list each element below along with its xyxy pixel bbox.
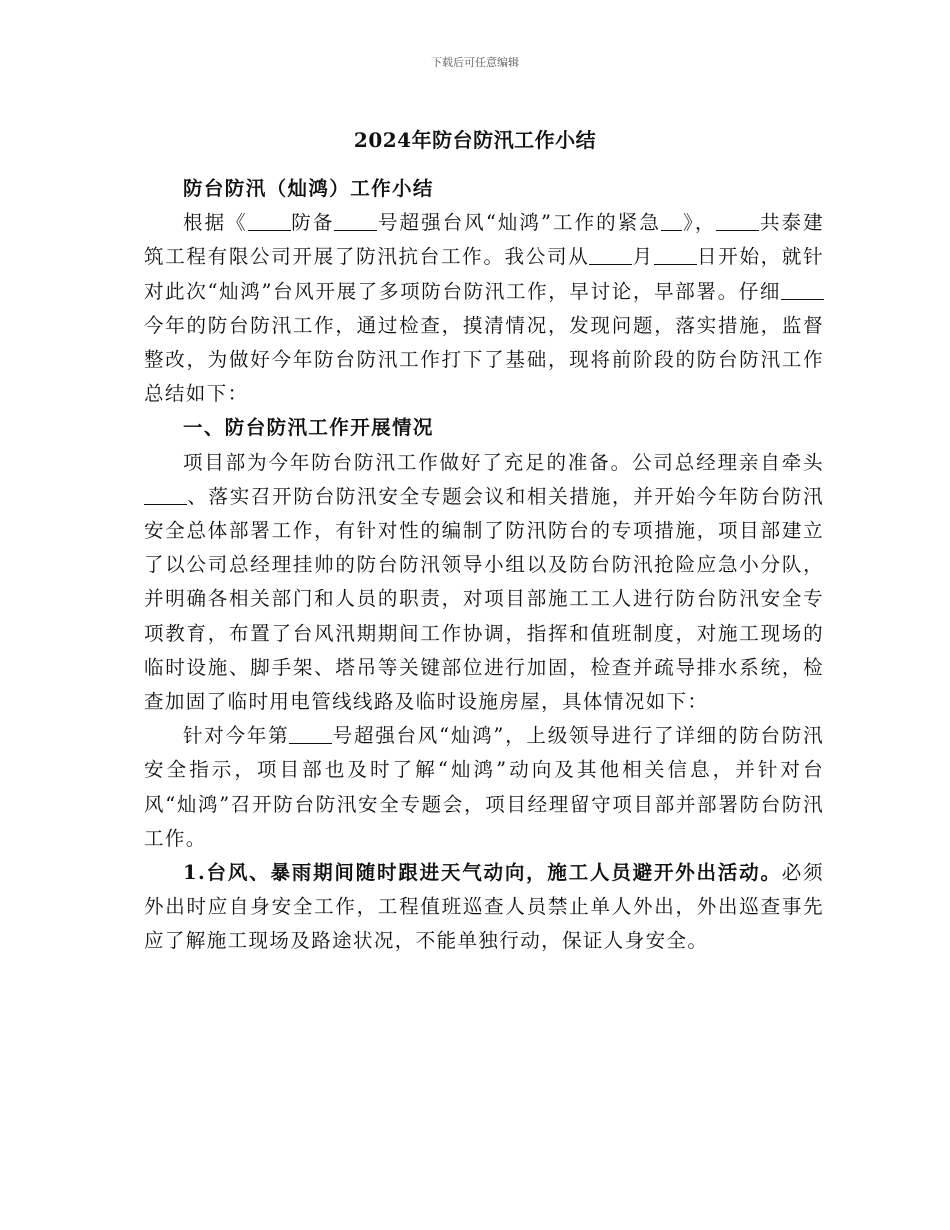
fill-blank: [661, 211, 682, 232]
item-1-lead: 1.台风、暴雨期间随时跟进天气动向，施工人员避开外出活动。: [183, 861, 782, 885]
text-run: 号超强台风“灿鸿”，上级领导进行了详细的防台防汛安全指示，项目部也及时了解“灿鸿”动向及其他相关信息，并针对台风“灿鸿”召开防台防汛安全专题会，项目经理留守项目部并部署防台防汛工作。: [144, 724, 824, 850]
text-run: 月: [632, 245, 654, 269]
text-run: 日开始，就针对此次“灿鸿”台风开展了多项防台防汛工作，早讨论，早部署。仔细: [144, 245, 824, 303]
text-run: 共泰建筑工程有限公司开展了防汛抗台工作。我公司从: [144, 211, 824, 269]
text-run: 、落实召开防台防汛安全专题会议和相关措施，并开始今年防台防汛安全总体部署工作，有针对性的编制了防汛防台的专项措施，项目部建立了以公司总经理挂帅的防台防汛领导小组以及防台防汛抢险应急小分队，并明确各相关部门和人员的职责，对项目部施工工人进行防台防汛安全专项教育，布置了台风汛期期间工作协调，指挥和值班制度，对施工现场的临时设施、脚手架、塔吊等关键部位进行加固，检查并疏导排水系统，检查加固了临时用电管线线路及临时设施房屋，具体情况如下：: [144, 484, 824, 714]
text-run: 防备: [290, 211, 335, 235]
text-run: 必须外出时应自身安全工作，工程值班巡查人员禁止单人外出，外出巡查事先应了解施工现场及路途状况，不能单独行动，保证人身安全。: [144, 861, 824, 953]
text-run: 》，: [682, 211, 717, 235]
paragraph-typhoon-response: [144, 719, 824, 856]
section-heading-1: 一、防台防汛工作开展情况: [183, 416, 434, 440]
text-run: 号超强台风“灿鸿”工作的紧急: [377, 211, 661, 235]
fill-blank: [248, 211, 291, 232]
paragraph-item-1: [144, 856, 824, 959]
subtitle-heading: 防台防汛（灿鸿）工作小结: [183, 177, 434, 200]
text-run: 根据《: [183, 211, 248, 235]
text-run: 针对今年第: [183, 724, 290, 748]
document-title: 2024年防台防汛工作小结: [353, 128, 597, 152]
page-header-note: 下载后可任意编辑: [431, 56, 519, 69]
document-body: [144, 172, 824, 959]
fill-blank: [289, 724, 332, 745]
paragraph-preparation: [144, 446, 824, 720]
text-run: 项目部为今年防台防汛工作做好了充足的准备。公司总经理亲自牵头: [183, 450, 824, 474]
fill-blank: [716, 211, 759, 232]
fill-blank: [589, 245, 632, 266]
fill-blank: [144, 484, 187, 505]
paragraph-intro: [144, 206, 824, 411]
fill-blank: [654, 245, 697, 266]
fill-blank: [334, 211, 377, 232]
fill-blank: [781, 279, 824, 300]
text-run: 今年的防台防汛工作，通过检查，摸清情况，发现问题，落实措施，监督整改，为做好今年防台防汛工作打下了基础，现将前阶段的防台防汛工作总结如下：: [144, 313, 824, 406]
